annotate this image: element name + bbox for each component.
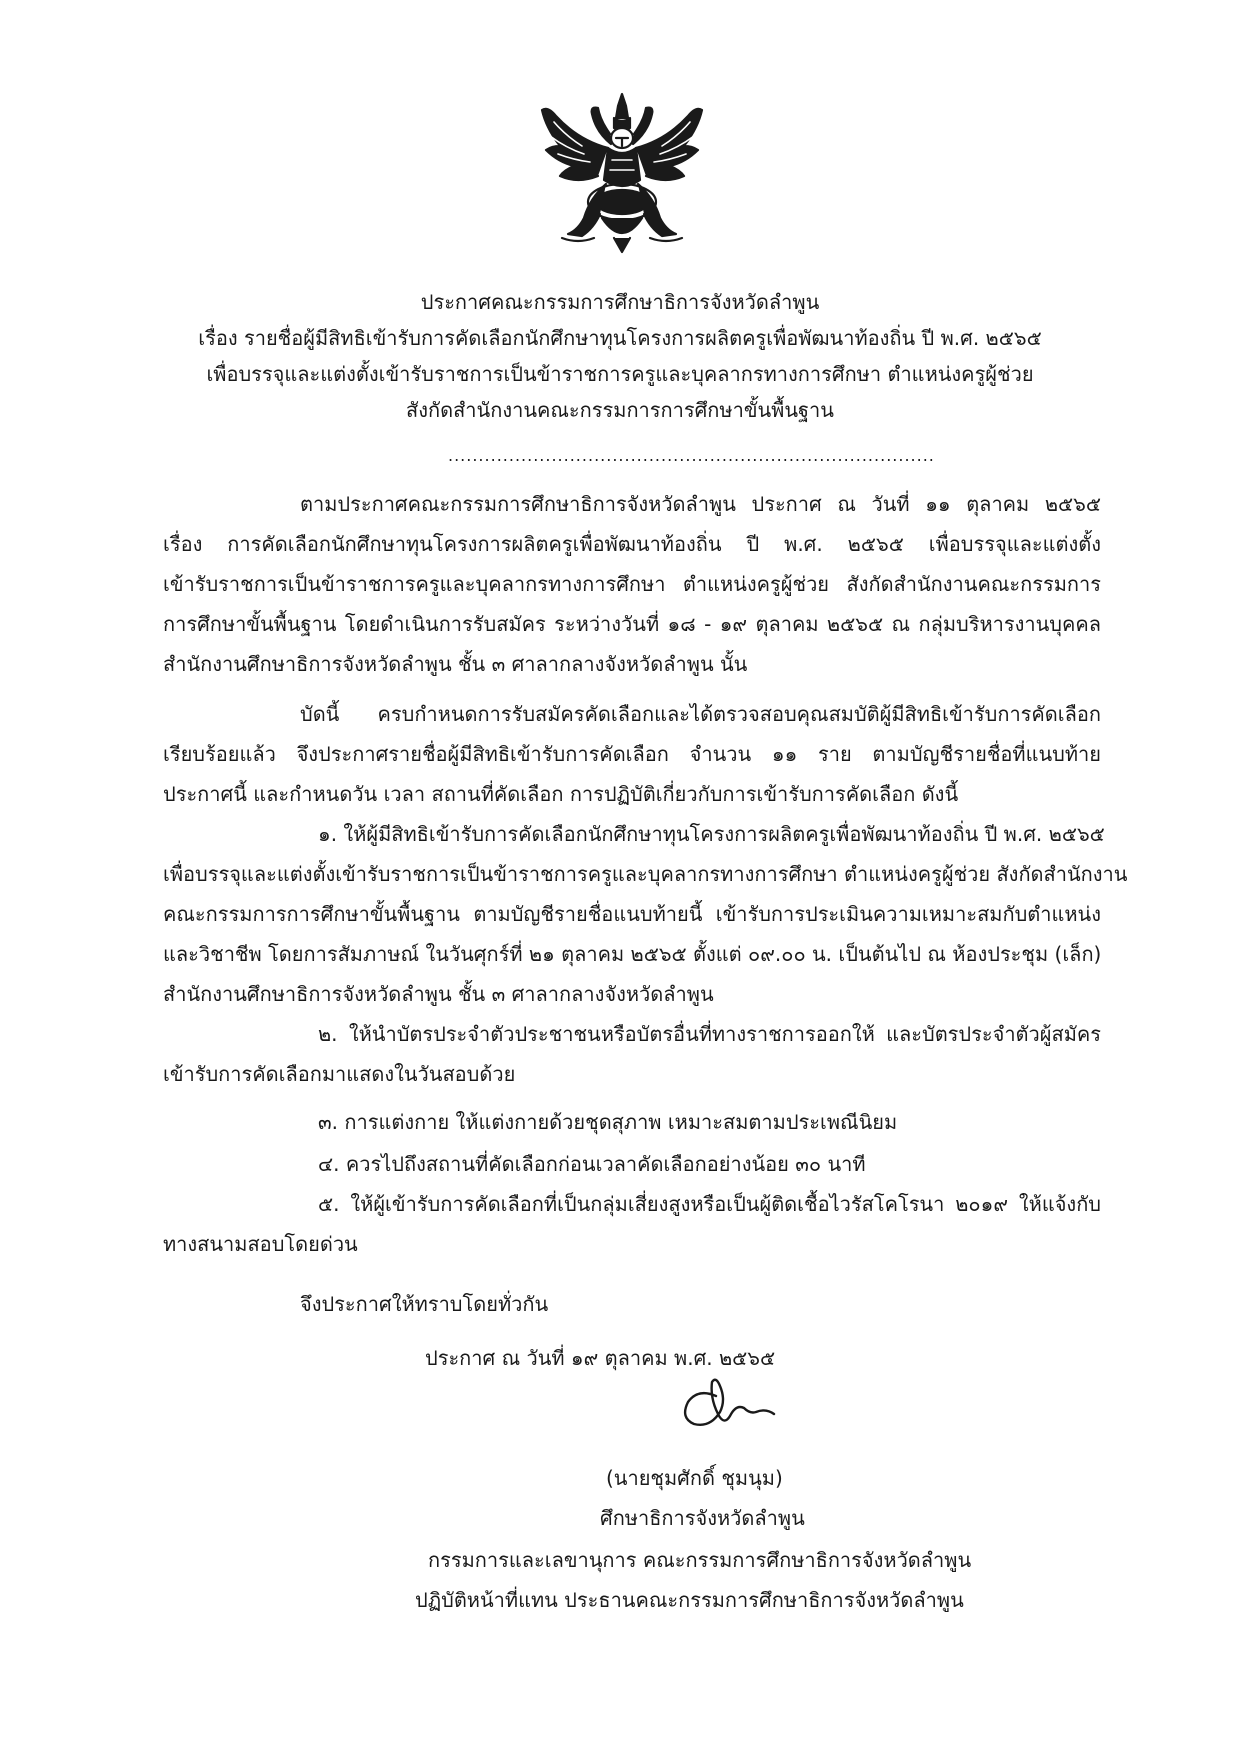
item-2-line-2: เข้ารับการคัดเลือกมาแสดงในวันสอบด้วย — [163, 1062, 516, 1086]
item-2-line-1: ๒. ให้นำบัตรประจำตัวประชาชนหรือบัตรอื่นที่ทางราชการออกให้ และบัตรประจำตัวผู้สมัคร — [318, 1022, 1101, 1046]
item-3: ๓. การแต่งกาย ให้แต่งกายด้วยชุดสุภาพ เหมาะสมตามประเพณีนิยม — [318, 1110, 898, 1134]
item-1-line-1: ๑. ให้ผู้มีสิทธิเข้ารับการคัดเลือกนักศึกษาทุนโครงการผลิตครูเพื่อพัฒนาท้องถิ่น ปี พ.ศ. ๒๕๖๕ — [318, 822, 1105, 846]
paragraph-1-line-3: เข้ารับราชการเป็นข้าราชการครูและบุคลากรทางการศึกษา ตำแหน่งครูผู้ช่วย สังกัดสำนักงานคณะกรรมการ — [163, 572, 1101, 596]
paragraph-2-line-1: บัดนี้ ครบกำหนดการรับสมัครคัดเลือกและได้ตรวจสอบคุณสมบัติผู้มีสิทธิเข้ารับการคัดเลือก — [300, 702, 1101, 726]
announcement-date: ประกาศ ณ วันที่ ๑๙ ตุลาคม พ.ศ. ๒๕๖๕ — [425, 1346, 776, 1370]
closing-statement: จึงประกาศให้ทราบโดยทั่วกัน — [300, 1292, 549, 1316]
announcement-title: ประกาศคณะกรรมการศึกษาธิการจังหวัดลำพูน — [420, 290, 820, 314]
announcement-subject-line3: สังกัดสำนักงานคณะกรรมการการศึกษาขั้นพื้นฐาน — [406, 398, 834, 422]
signatory-title-2: กรรมการและเลขานุการ คณะกรรมการศึกษาธิการจังหวัดลำพูน — [428, 1548, 972, 1572]
signatory-title-1: ศึกษาธิการจังหวัดลำพูน — [600, 1506, 805, 1530]
signatory-title-3: ปฏิบัติหน้าที่แทน ประธานคณะกรรมการศึกษาธิการจังหวัดลำพูน — [415, 1588, 964, 1612]
item-1-line-2: เพื่อบรรจุและแต่งตั้งเข้ารับราชการเป็นข้าราชการครูและบุคลากรทางการศึกษา ตำแหน่งครูผู้ช่วย สังกัดสำนักงาน — [163, 862, 1128, 886]
item-4: ๔. ควรไปถึงสถานที่คัดเลือกก่อนเวลาคัดเลือกอย่างน้อย ๓๐ นาที — [318, 1152, 866, 1176]
announcement-subject: เรื่อง รายชื่อผู้มีสิทธิเข้ารับการคัดเลือกนักศึกษาทุนโครงการผลิตครูเพื่อพัฒนาท้องถิ่น ปี พ.ศ. ๒๕๖๕ — [198, 326, 1042, 350]
paragraph-1-line-5: สำนักงานศึกษาธิการจังหวัดลำพูน ชั้น ๓ ศาลากลางจังหวัดลำพูน นั้น — [163, 652, 748, 676]
item-1-line-3: คณะกรรมการการศึกษาขั้นพื้นฐาน ตามบัญชีรายชื่อแนบท้ายนี้ เข้ารับการประเมินความเหมาะสมกับตำแหน่ง — [163, 902, 1101, 926]
paragraph-2-line-3: ประกาศนี้ และกำหนดวัน เวลา สถานที่คัดเลือก การปฏิบัติเกี่ยวกับการเข้ารับการคัดเลือก ดังนี้ — [163, 782, 959, 806]
header-divider: ................................................................................ — [448, 446, 935, 465]
announcement-subject-line2: เพื่อบรรจุและแต่งตั้งเข้ารับราชการเป็นข้าราชการครูและบุคลากรทางการศึกษา ตำแหน่งครูผู้ช่วย — [206, 362, 1034, 386]
paragraph-1-line-1: ตามประกาศคณะกรรมการศึกษาธิการจังหวัดลำพูน ประกาศ ณ วันที่ ๑๑ ตุลาคม ๒๕๖๕ — [300, 492, 1101, 516]
item-1-line-4: และวิชาชีพ โดยการสัมภาษณ์ ในวันศุกร์ที่ ๒๑ ตุลาคม ๒๕๖๕ ตั้งแต่ ๐๙.๐๐ น. เป็นต้นไป ณ ห้องประชุม (เล็ก) — [163, 942, 1102, 966]
signatory-name: (นายชุมศักดิ์ ชุมนุม) — [606, 1466, 783, 1490]
paragraph-2-line-2: เรียบร้อยแล้ว จึงประกาศรายชื่อผู้มีสิทธิเข้ารับการคัดเลือก จำนวน ๑๑ ราย ตามบัญชีรายชื่อที่แนบท้าย — [163, 742, 1101, 766]
paragraph-1-line-4: การศึกษาขั้นพื้นฐาน โดยดำเนินการรับสมัคร ระหว่างวันที่ ๑๘ - ๑๙ ตุลาคม ๒๕๖๕ ณ กลุ่มบริหารงานบุคคล — [163, 612, 1101, 636]
paragraph-1-line-2: เรื่อง การคัดเลือกนักศึกษาทุนโครงการผลิตครูเพื่อพัฒนาท้องถิ่น ปี พ.ศ. ๒๕๖๕ เพื่อบรรจุและแต่งตั้ง — [163, 532, 1101, 556]
item-1-line-5: สำนักงานศึกษาธิการจังหวัดลำพูน ชั้น ๓ ศาลากลางจังหวัดลำพูน — [163, 982, 714, 1006]
garuda-emblem-icon — [538, 88, 706, 256]
item-5-line-2: ทางสนามสอบโดยด่วน — [163, 1232, 358, 1256]
item-5-line-1: ๕. ให้ผู้เข้ารับการคัดเลือกที่เป็นกลุ่มเสี่ยงสูงหรือเป็นผู้ติดเชื้อไวรัสโคโรนา ๒๐๑๙ ให้แจ้งกับ — [318, 1192, 1101, 1216]
signature-mark — [658, 1368, 788, 1448]
